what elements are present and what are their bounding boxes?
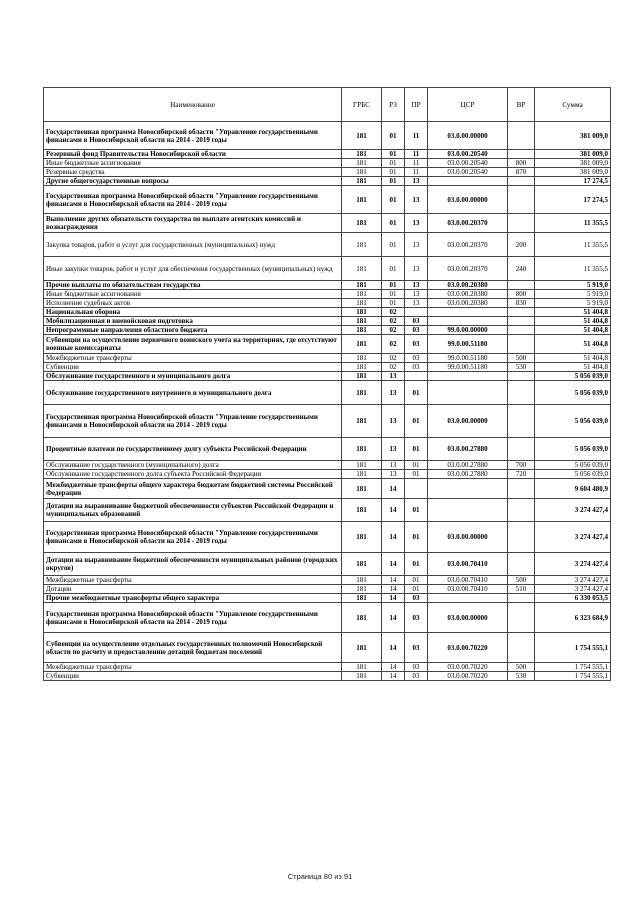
table-row bbox=[44, 470, 611, 479]
table-row bbox=[44, 177, 611, 186]
table-row bbox=[44, 438, 611, 461]
table-row bbox=[44, 186, 611, 214]
cell-pr: 03 bbox=[405, 633, 428, 663]
cell-vr bbox=[508, 603, 535, 633]
cell-rz: 01 bbox=[382, 281, 405, 290]
cell-sum: 11 355,5 bbox=[535, 233, 611, 257]
cell-name: Субвенции bbox=[44, 363, 342, 372]
header-pr: ПР bbox=[405, 88, 428, 122]
cell-vr bbox=[508, 553, 535, 576]
cell-csr: 03.0.00.20370 bbox=[428, 257, 508, 281]
cell-rz: 14 bbox=[382, 633, 405, 663]
cell-rz: 01 bbox=[382, 168, 405, 177]
table-row bbox=[44, 122, 611, 150]
cell-pr: 13 bbox=[405, 214, 428, 233]
cell-vr bbox=[508, 122, 535, 150]
cell-sum: 5 919,0 bbox=[535, 281, 611, 290]
cell-grbs: 181 bbox=[342, 308, 382, 317]
cell-sum: 381 009,0 bbox=[535, 122, 611, 150]
cell-vr bbox=[508, 633, 535, 663]
cell-vr: 500 bbox=[508, 576, 535, 585]
cell-name: Иные бюджетные ассигнования bbox=[44, 159, 342, 168]
cell-vr: 800 bbox=[508, 290, 535, 299]
cell-csr bbox=[428, 177, 508, 186]
cell-pr: 01 bbox=[405, 553, 428, 576]
cell-vr: 500 bbox=[508, 663, 535, 672]
cell-rz: 02 bbox=[382, 308, 405, 317]
cell-vr bbox=[508, 522, 535, 553]
table-row bbox=[44, 363, 611, 372]
cell-grbs: 181 bbox=[342, 594, 382, 603]
cell-name: Другие общегосударственные вопросы bbox=[44, 177, 342, 186]
cell-pr: 03 bbox=[405, 354, 428, 363]
cell-grbs: 181 bbox=[342, 290, 382, 299]
cell-pr: 03 bbox=[405, 335, 428, 354]
table-row bbox=[44, 381, 611, 405]
cell-csr: 03.0.00.70410 bbox=[428, 553, 508, 576]
cell-grbs: 181 bbox=[342, 479, 382, 499]
table-row bbox=[44, 594, 611, 603]
cell-sum: 17 274,5 bbox=[535, 186, 611, 214]
cell-pr: 13 bbox=[405, 177, 428, 186]
cell-name: Процентные платежи по государственному долгу субъекта Российской Федерации bbox=[44, 438, 342, 461]
cell-rz: 02 bbox=[382, 326, 405, 335]
cell-name: Прочие межбюджетные трансферты общего характера bbox=[44, 594, 342, 603]
table-row bbox=[44, 461, 611, 470]
cell-vr: 830 bbox=[508, 299, 535, 308]
cell-grbs: 181 bbox=[342, 354, 382, 363]
cell-vr: 700 bbox=[508, 461, 535, 470]
cell-name: Обслуживание государственного (муниципального) долга bbox=[44, 461, 342, 470]
header-name: Наименование bbox=[44, 88, 342, 122]
cell-name: Межбюджетные трансферты общего характера бюджетам бюджетной системы Российской Федерации bbox=[44, 479, 342, 499]
cell-csr: 03.0.00.20380 bbox=[428, 281, 508, 290]
cell-pr: 13 bbox=[405, 186, 428, 214]
cell-pr: 01 bbox=[405, 438, 428, 461]
cell-name: Государственная программа Новосибирской области "Управление государственными финансами в Новосибирской области на 2014 - 2019 годы bbox=[44, 122, 342, 150]
cell-pr: 03 bbox=[405, 594, 428, 603]
cell-name: Резервный фонд Правительства Новосибирской области bbox=[44, 150, 342, 159]
cell-vr bbox=[508, 177, 535, 186]
cell-rz: 01 bbox=[382, 290, 405, 299]
cell-rz: 14 bbox=[382, 603, 405, 633]
cell-csr: 03.0.00.27880 bbox=[428, 470, 508, 479]
table-row bbox=[44, 603, 611, 633]
cell-pr: 01 bbox=[405, 381, 428, 405]
cell-sum: 6 330 053,5 bbox=[535, 594, 611, 603]
cell-rz: 13 bbox=[382, 470, 405, 479]
table-row bbox=[44, 214, 611, 233]
cell-vr bbox=[508, 438, 535, 461]
cell-rz: 01 bbox=[382, 214, 405, 233]
cell-sum: 5 056 039,0 bbox=[535, 461, 611, 470]
cell-rz: 13 bbox=[382, 461, 405, 470]
header-sum: Сумма bbox=[535, 88, 611, 122]
cell-name: Выполнение других обязательств государства по выплате агентских комиссий и вознаграждения bbox=[44, 214, 342, 233]
cell-vr: 870 bbox=[508, 168, 535, 177]
cell-csr: 03.0.00.20370 bbox=[428, 214, 508, 233]
cell-pr: 01 bbox=[405, 585, 428, 594]
cell-name: Резервные средства bbox=[44, 168, 342, 177]
cell-pr: 03 bbox=[405, 317, 428, 326]
cell-pr: 03 bbox=[405, 663, 428, 672]
cell-vr bbox=[508, 594, 535, 603]
cell-sum: 1 754 555,1 bbox=[535, 663, 611, 672]
table-row bbox=[44, 479, 611, 499]
table-row bbox=[44, 354, 611, 363]
header-grbs: ГРБС bbox=[342, 88, 382, 122]
cell-sum: 3 274 427,4 bbox=[535, 499, 611, 522]
cell-name: Государственная программа Новосибирской области "Управление государственными финансами в Новосибирской области на 2014 - 2019 годы bbox=[44, 522, 342, 553]
cell-csr bbox=[428, 594, 508, 603]
table-row bbox=[44, 672, 611, 681]
cell-csr: 03.0.00.20380 bbox=[428, 299, 508, 308]
header-csr: ЦСР bbox=[428, 88, 508, 122]
cell-csr: 03.0.00.20540 bbox=[428, 150, 508, 159]
cell-sum: 5 056 039,0 bbox=[535, 381, 611, 405]
table-row bbox=[44, 633, 611, 663]
cell-name: Обслуживание государственного внутреннего и муниципального долга bbox=[44, 381, 342, 405]
cell-csr: 03.0.00.70220 bbox=[428, 663, 508, 672]
cell-rz: 14 bbox=[382, 663, 405, 672]
cell-sum: 51 404,8 bbox=[535, 308, 611, 317]
cell-grbs: 181 bbox=[342, 372, 382, 381]
cell-grbs: 181 bbox=[342, 363, 382, 372]
cell-pr: 11 bbox=[405, 168, 428, 177]
table-row bbox=[44, 257, 611, 281]
cell-csr bbox=[428, 381, 508, 405]
cell-rz: 02 bbox=[382, 363, 405, 372]
cell-csr: 03.0.00.27880 bbox=[428, 461, 508, 470]
cell-csr: 03.0.00.00000 bbox=[428, 405, 508, 438]
cell-grbs: 181 bbox=[342, 576, 382, 585]
cell-rz: 01 bbox=[382, 177, 405, 186]
cell-grbs: 181 bbox=[342, 522, 382, 553]
cell-sum: 1 754 555,1 bbox=[535, 633, 611, 663]
cell-vr: 530 bbox=[508, 672, 535, 681]
cell-vr: 800 bbox=[508, 159, 535, 168]
cell-name: Межбюджетные трансферты bbox=[44, 354, 342, 363]
cell-csr: 99.0.00.00000 bbox=[428, 326, 508, 335]
cell-sum: 5 056 039,0 bbox=[535, 438, 611, 461]
cell-rz: 01 bbox=[382, 299, 405, 308]
cell-grbs: 181 bbox=[342, 186, 382, 214]
cell-csr: 99.0.00.51180 bbox=[428, 354, 508, 363]
cell-sum: 381 009,0 bbox=[535, 159, 611, 168]
cell-vr bbox=[508, 479, 535, 499]
budget-table bbox=[43, 87, 611, 681]
cell-pr: 03 bbox=[405, 363, 428, 372]
cell-grbs: 181 bbox=[342, 461, 382, 470]
cell-vr bbox=[508, 405, 535, 438]
cell-name: Мобилизационная и вневойсковая подготовка bbox=[44, 317, 342, 326]
cell-grbs: 181 bbox=[342, 335, 382, 354]
cell-name: Межбюджетные трансферты bbox=[44, 576, 342, 585]
cell-grbs: 181 bbox=[342, 281, 382, 290]
cell-pr: 01 bbox=[405, 576, 428, 585]
cell-name: Исполнение судебных актов bbox=[44, 299, 342, 308]
cell-csr: 03.0.00.00000 bbox=[428, 522, 508, 553]
cell-csr bbox=[428, 308, 508, 317]
cell-csr: 03.0.00.00000 bbox=[428, 122, 508, 150]
cell-grbs: 181 bbox=[342, 405, 382, 438]
cell-vr bbox=[508, 317, 535, 326]
table-row bbox=[44, 576, 611, 585]
cell-csr: 99.0.00.51180 bbox=[428, 363, 508, 372]
cell-csr: 03.0.00.70410 bbox=[428, 585, 508, 594]
cell-csr: 03.0.00.27880 bbox=[428, 438, 508, 461]
cell-name: Закупка товаров, работ и услуг для государственных (муниципальных) нужд bbox=[44, 233, 342, 257]
cell-pr: 01 bbox=[405, 470, 428, 479]
cell-rz: 13 bbox=[382, 372, 405, 381]
cell-name: Государственная программа Новосибирской области "Управление государственными финансами в Новосибирской области на 2014 - 2019 годы bbox=[44, 405, 342, 438]
cell-pr: 01 bbox=[405, 405, 428, 438]
cell-sum: 51 404,8 bbox=[535, 354, 611, 363]
cell-pr: 13 bbox=[405, 257, 428, 281]
cell-name: Субвенции на осуществление отдельных государственных полномочий Новосибирской области по расчету и предоставлению дотаций бюджетам поселений bbox=[44, 633, 342, 663]
cell-rz: 14 bbox=[382, 522, 405, 553]
cell-csr bbox=[428, 499, 508, 522]
cell-vr: 500 bbox=[508, 354, 535, 363]
table-row bbox=[44, 585, 611, 594]
cell-sum: 1 754 555,1 bbox=[535, 672, 611, 681]
cell-sum: 381 009,0 bbox=[535, 150, 611, 159]
cell-grbs: 181 bbox=[342, 499, 382, 522]
cell-grbs: 181 bbox=[342, 159, 382, 168]
cell-name: Дотации bbox=[44, 585, 342, 594]
cell-grbs: 181 bbox=[342, 438, 382, 461]
cell-sum: 3 274 427,4 bbox=[535, 553, 611, 576]
table-row bbox=[44, 308, 611, 317]
cell-grbs: 181 bbox=[342, 633, 382, 663]
cell-sum: 3 274 427,4 bbox=[535, 522, 611, 553]
cell-vr bbox=[508, 214, 535, 233]
cell-grbs: 181 bbox=[342, 177, 382, 186]
table-row bbox=[44, 317, 611, 326]
cell-rz: 14 bbox=[382, 594, 405, 603]
cell-rz: 14 bbox=[382, 499, 405, 522]
cell-vr: 530 bbox=[508, 363, 535, 372]
cell-sum: 5 919,0 bbox=[535, 290, 611, 299]
cell-vr bbox=[508, 499, 535, 522]
cell-rz: 02 bbox=[382, 317, 405, 326]
cell-rz: 01 bbox=[382, 257, 405, 281]
cell-sum: 9 604 480,9 bbox=[535, 479, 611, 499]
cell-vr bbox=[508, 186, 535, 214]
cell-csr: 99.0.00.51180 bbox=[428, 335, 508, 354]
cell-rz: 14 bbox=[382, 576, 405, 585]
cell-pr: 03 bbox=[405, 672, 428, 681]
table-row bbox=[44, 553, 611, 576]
cell-sum: 51 404,8 bbox=[535, 363, 611, 372]
cell-csr: 03.0.00.70220 bbox=[428, 672, 508, 681]
cell-vr bbox=[508, 381, 535, 405]
header-rz: РЗ bbox=[382, 88, 405, 122]
cell-rz: 01 bbox=[382, 233, 405, 257]
cell-rz: 01 bbox=[382, 150, 405, 159]
cell-grbs: 181 bbox=[342, 299, 382, 308]
cell-csr: 03.0.00.20370 bbox=[428, 233, 508, 257]
cell-grbs: 181 bbox=[342, 381, 382, 405]
cell-pr: 01 bbox=[405, 499, 428, 522]
cell-sum: 11 355,5 bbox=[535, 214, 611, 233]
cell-pr: 03 bbox=[405, 603, 428, 633]
cell-rz: 14 bbox=[382, 553, 405, 576]
cell-grbs: 181 bbox=[342, 233, 382, 257]
cell-rz: 14 bbox=[382, 479, 405, 499]
cell-name: Дотации на выравнивание бюджетной обеспеченности субъектов Российской Федерации и муниципальных образований bbox=[44, 499, 342, 522]
cell-csr: 03.0.00.00000 bbox=[428, 186, 508, 214]
cell-grbs: 181 bbox=[342, 150, 382, 159]
cell-pr bbox=[405, 479, 428, 499]
cell-sum: 5 919,0 bbox=[535, 299, 611, 308]
cell-vr: 240 bbox=[508, 257, 535, 281]
table-row bbox=[44, 233, 611, 257]
cell-name: Межбюджетные трансферты bbox=[44, 663, 342, 672]
cell-rz: 14 bbox=[382, 672, 405, 681]
cell-csr: 03.0.00.20540 bbox=[428, 168, 508, 177]
cell-vr: 200 bbox=[508, 233, 535, 257]
cell-csr bbox=[428, 372, 508, 381]
table-row bbox=[44, 522, 611, 553]
cell-pr bbox=[405, 372, 428, 381]
cell-sum: 3 274 427,4 bbox=[535, 585, 611, 594]
table-row bbox=[44, 168, 611, 177]
cell-rz: 13 bbox=[382, 438, 405, 461]
cell-grbs: 181 bbox=[342, 317, 382, 326]
cell-grbs: 181 bbox=[342, 214, 382, 233]
cell-name: Прочие выплаты по обязательствам государства bbox=[44, 281, 342, 290]
page-number: Страница 80 из 91 bbox=[287, 872, 353, 881]
header-vr: ВР bbox=[508, 88, 535, 122]
cell-vr bbox=[508, 308, 535, 317]
cell-sum: 17 274,5 bbox=[535, 177, 611, 186]
cell-name: Субвенции bbox=[44, 672, 342, 681]
cell-sum: 51 404,8 bbox=[535, 335, 611, 354]
cell-sum: 5 056 039,0 bbox=[535, 470, 611, 479]
table-row bbox=[44, 290, 611, 299]
cell-pr bbox=[405, 308, 428, 317]
table-row bbox=[44, 372, 611, 381]
cell-rz: 13 bbox=[382, 405, 405, 438]
table-row bbox=[44, 299, 611, 308]
cell-vr bbox=[508, 335, 535, 354]
cell-sum: 381 009,0 bbox=[535, 168, 611, 177]
cell-csr: 03.0.00.70220 bbox=[428, 633, 508, 663]
cell-pr: 11 bbox=[405, 159, 428, 168]
cell-csr: 03.0.00.20540 bbox=[428, 159, 508, 168]
cell-csr: 03.0.00.70410 bbox=[428, 576, 508, 585]
cell-pr: 01 bbox=[405, 522, 428, 553]
table-row bbox=[44, 326, 611, 335]
cell-vr: 510 bbox=[508, 585, 535, 594]
cell-name: Государственная программа Новосибирской области "Управление государственными финансами в Новосибирской области на 2014 - 2019 годы bbox=[44, 186, 342, 214]
cell-rz: 01 bbox=[382, 159, 405, 168]
cell-name: Дотации на выравнивание бюджетной обеспеченности муниципальных районов (городских округов) bbox=[44, 553, 342, 576]
cell-name: Иные закупки товаров, работ и услуг для обеспечения государственных (муниципальных) нужд bbox=[44, 257, 342, 281]
cell-name: Иные бюджетные ассигнования bbox=[44, 290, 342, 299]
cell-grbs: 181 bbox=[342, 672, 382, 681]
cell-sum: 51 404,8 bbox=[535, 317, 611, 326]
table-row bbox=[44, 281, 611, 290]
cell-name: Обслуживание государственного долга субъекта Российской Федерации bbox=[44, 470, 342, 479]
cell-rz: 02 bbox=[382, 335, 405, 354]
cell-pr: 11 bbox=[405, 150, 428, 159]
cell-grbs: 181 bbox=[342, 603, 382, 633]
cell-pr: 13 bbox=[405, 299, 428, 308]
cell-pr: 03 bbox=[405, 326, 428, 335]
cell-sum: 5 056 039,0 bbox=[535, 405, 611, 438]
cell-name: Непрограммные направления областного бюджета bbox=[44, 326, 342, 335]
cell-pr: 01 bbox=[405, 461, 428, 470]
cell-name: Государственная программа Новосибирской области "Управление государственными финансами в Новосибирской области на 2014 - 2019 годы bbox=[44, 603, 342, 633]
cell-vr bbox=[508, 326, 535, 335]
cell-grbs: 181 bbox=[342, 663, 382, 672]
cell-sum: 6 323 684,9 bbox=[535, 603, 611, 633]
cell-grbs: 181 bbox=[342, 553, 382, 576]
cell-grbs: 181 bbox=[342, 585, 382, 594]
cell-rz: 01 bbox=[382, 122, 405, 150]
cell-grbs: 181 bbox=[342, 122, 382, 150]
cell-name: Национальная оборона bbox=[44, 308, 342, 317]
cell-rz: 13 bbox=[382, 381, 405, 405]
cell-csr bbox=[428, 317, 508, 326]
cell-vr bbox=[508, 372, 535, 381]
cell-grbs: 181 bbox=[342, 257, 382, 281]
cell-pr: 11 bbox=[405, 122, 428, 150]
table-row bbox=[44, 150, 611, 159]
cell-rz: 01 bbox=[382, 186, 405, 214]
cell-grbs: 181 bbox=[342, 326, 382, 335]
table-row bbox=[44, 335, 611, 354]
cell-csr bbox=[428, 479, 508, 499]
cell-sum: 51 404,8 bbox=[535, 326, 611, 335]
cell-csr: 03.0.00.20380 bbox=[428, 290, 508, 299]
table-row bbox=[44, 499, 611, 522]
cell-vr bbox=[508, 281, 535, 290]
table-row bbox=[44, 159, 611, 168]
table-body bbox=[44, 122, 611, 681]
cell-pr: 13 bbox=[405, 281, 428, 290]
cell-pr: 13 bbox=[405, 290, 428, 299]
cell-csr: 03.0.00.00000 bbox=[428, 603, 508, 633]
cell-vr bbox=[508, 150, 535, 159]
table-row bbox=[44, 405, 611, 438]
cell-grbs: 181 bbox=[342, 168, 382, 177]
cell-pr: 13 bbox=[405, 233, 428, 257]
cell-sum: 11 355,5 bbox=[535, 257, 611, 281]
table-header-row bbox=[44, 88, 611, 122]
cell-sum: 5 056 039,0 bbox=[535, 372, 611, 381]
cell-rz: 02 bbox=[382, 354, 405, 363]
cell-vr: 720 bbox=[508, 470, 535, 479]
cell-name: Обслуживание государственного и муниципального долга bbox=[44, 372, 342, 381]
table-row bbox=[44, 663, 611, 672]
cell-rz: 14 bbox=[382, 585, 405, 594]
cell-sum: 3 274 427,4 bbox=[535, 576, 611, 585]
cell-grbs: 181 bbox=[342, 470, 382, 479]
cell-name: Субвенции на осуществление первичного воинского учета на территориях, где отсутствуют военные комиссариаты bbox=[44, 335, 342, 354]
